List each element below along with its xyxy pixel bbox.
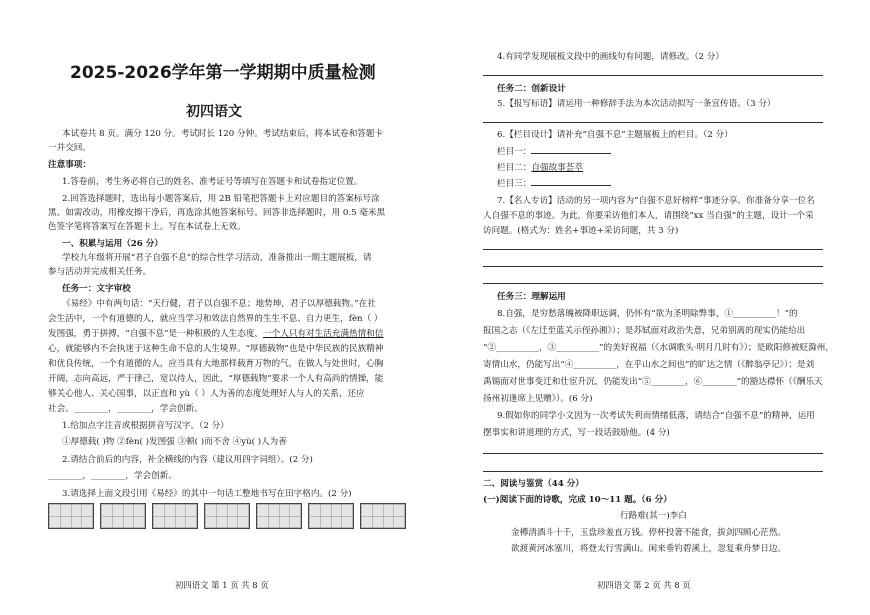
passage-line: 开阔，志向高远，严于律己，宽以待人，因此，“厚德载物”要求一个人有高尚的情操，能 [48,374,384,384]
answer-line [483,122,823,123]
note-line: 2.回答选择题时，选出每小题答案后，用 2B 铅笔把答题卡上对应题目的答案标号涂 [62,194,380,204]
page-footer: 初四语文 第 2 页 共 8 页 [597,580,691,590]
grid-box[interactable] [256,503,302,529]
answer-line [483,75,823,76]
question-1: 1.给加点字注音或根据拼音写汉字。（2 分） [62,421,229,431]
passage-line: 和优良传统，一个有道德的人，应当具有大地那样载育万物的气，在做人与处世时，心胸 [48,359,384,369]
answer-line [483,453,823,454]
exam-subject: 初四语文 [186,104,242,120]
column-2: 栏目二：自强故事荟萃 [497,163,583,173]
note-line: 黑。如需改动，用橡皮擦干净后，再选涂其他答案标号。回答非选择题时，用 0.5 毫米黑 [48,208,386,218]
answer-line [483,283,823,284]
question-8: 寄情山水，仍能写出“④__________，在乎山水之间也”的旷达之情（《醉翁亭记》）；是刘 [483,360,815,370]
question-8: 8.自强，是穷愁落魄被降职远调，仍怀有“欲为圣明除弊事，①__________！”的 [497,309,798,319]
task-heading: 任务三：理解运用 [497,292,566,302]
passage-line: 够关心他人、关心国事，以正直和 yù（ ）人为善的态度处理好人与人的关系，还应 [48,389,365,399]
question-8: “②__________，③__________”的美好祝福（《水调歌头·明月几时有》）；是欧阳修被贬滁州， [483,343,834,353]
poem-title: 行路难(其一)李白 [620,511,687,521]
section-intro: 学校九年级将开展“君子自强不息”的综合性学习活动，准备推出一期主题展板，请 [62,253,372,263]
grid-box[interactable] [152,503,198,529]
question-5: 5.【报写标语】请运用一种修辞手法为本次活动拟写一条宣传语。（3 分） [497,99,776,109]
notes-heading: 注意事项： [48,160,91,170]
passage-line: 发图强，勇于拼搏，“自强不息”是一种积极的人生态度，一个人只有对生活充满热情和信 [48,329,384,339]
underlined-sentence: 一个人只有对生活充满热情和信 [263,329,384,339]
passage-line: 社会。________，________，学会创新。 [48,404,203,414]
question-8: 报国之志（《左迁至蓝关示侄孙湘》）；是苏轼面对政治失意，兄弟别离的现实仍能给出 [483,326,806,336]
section-heading: 一、积累与运用（26 分） [62,239,163,249]
exam-title: 2025-2026学年第一学期期中质量检测 [70,63,376,83]
passage-line: 心，就能够内不会执迷于这种生命不息的人生境界。“厚德载物”也是中华民族的民族精神 [48,344,384,354]
grid-box[interactable] [100,503,146,529]
question-4: 4.有同学发现展板文段中的画线句有问题，请修改。（2 分） [497,52,724,62]
question-7: 7.【名人专访】活动的另一项内容为“自强不息好榜样”事迹分享。你准备分享一位名 [497,196,815,206]
poem-line: 欲渡黄河冰塞川，将登太行雪满山。闲来垂钓碧溪上，忽复乘舟梦日边。 [511,544,787,554]
note-line: 色签字笔将答案写在答题卡上。写在本试卷上无效。 [48,222,246,232]
grid-box[interactable] [308,503,354,529]
question-6: 6.【栏目设计】请补充“自强不息”主题展板上的栏目。（2 分） [497,130,733,140]
poem-line: 金樽清酒斗十千，玉盘珍羞直万钱。停杯投箸不能食，拔剑四顾心茫然。 [511,528,787,538]
question-2-blank: ________，________，学会创新。 [48,471,177,481]
question-7: 访问题。(格式为：姓名+事迹+采访问题，共 3 分) [483,226,679,236]
answer-line [483,249,823,250]
page-footer: 初四语文 第 1 页 共 8 页 [175,580,269,590]
question-3: 3.请选择上面文段引用《易经》的其中一句话工整地书写在田字格内。(2 分) [62,489,352,499]
task-heading: 任务一：文字审校 [62,284,131,294]
passage-line: 会生活中，一个有道德的人，就应当学习和效法自然界的生生不息、自力更生，fèn（ ） [48,314,383,324]
question-9: 9.假如你的同学小文因为一次考试失利而情绪低落，请结合“自强不息”的精神，运用 [497,411,815,421]
question-8: 扬州初逢席上见赠》）。(6 分) [483,394,593,404]
grid-box[interactable] [48,503,94,529]
passage-line: 《易经》中有两句话：“天行健，君子以自强不息；地势坤，君子以厚德载物。”在社 [62,299,376,309]
task-heading: 任务二：创新设计 [497,84,566,94]
question-7: 人自强不息的事迹。为此，你要采访他们本人，请围绕“xx 当自强”的主题，设计一个采 [483,211,814,221]
question-2: 2.请结合前后的内容，补全横线的内容（建议用四字词组）。(2 分) [62,455,313,465]
question-8: 禹锡面对世事变迁和仕宦升沉，仍能发出“⑤________，⑥________”的豁达襟怀（《酬乐天 [483,377,823,387]
answer-line [483,266,823,267]
intro-line: 一并交回。 [48,143,91,153]
grid-box[interactable] [360,503,406,529]
writing-grid[interactable] [48,503,406,529]
column-1: 栏目一： [497,147,611,158]
section-intro: 参与活动并完成相关任务。 [48,267,152,277]
column-3: 栏目三： [497,179,611,190]
note-line: 1.答卷前，考生务必将自己的姓名、准考证号等填写在答题卡和试卷指定位置。 [62,177,363,187]
grid-box[interactable] [204,503,250,529]
question-1-items: ①厚德载( )物 ②fèn( )发图强 ③顿( )而不舍 ④yù( )人为善 [62,437,287,447]
intro-line: 本试卷共 8 页。满分 120 分。考试时长 120 分钟。考试结束后，将本试卷和答题卡 [62,129,384,139]
answer-line [483,471,823,472]
reading-intro: (一)阅读下面的诗歌，完成 10～11 题。（6 分） [483,495,672,505]
section-heading: 二、阅读与鉴赏（44 分） [483,479,584,489]
exam-page-2 [452,0,870,615]
question-9: 摆事实和讲道理的方式，写一段话鼓励他。(4 分) [483,428,670,438]
